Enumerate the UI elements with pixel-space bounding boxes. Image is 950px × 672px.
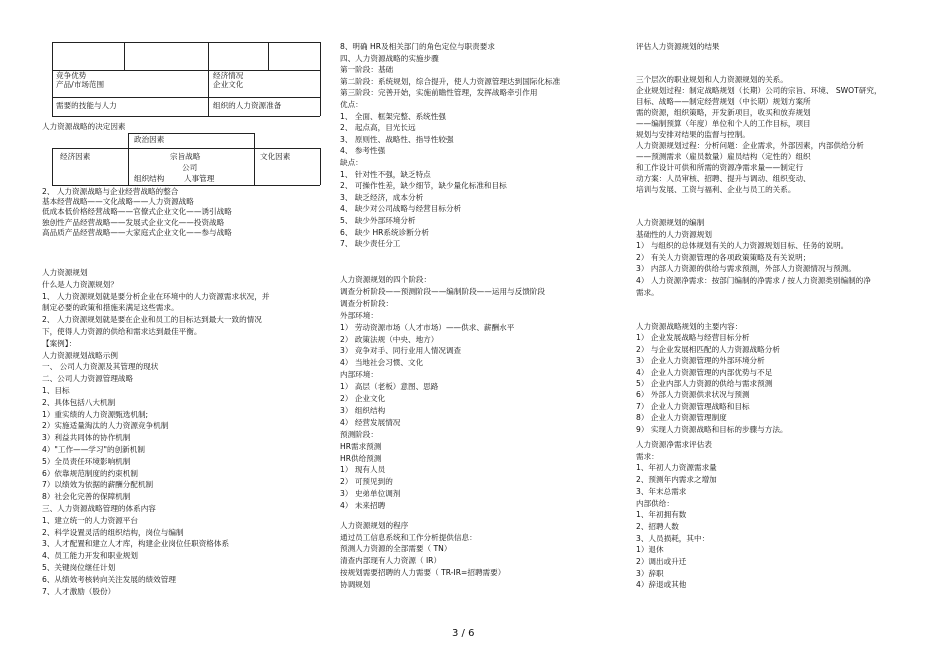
text-line: 6） 外部人力资源供求状况与预测 [636, 390, 750, 400]
text-line: ——预测需求（雇员数量）雇员结构（定性的）组织 [636, 152, 811, 161]
text-line: 人力资源规划的编制 [636, 218, 705, 227]
table-cell: 政治因素 [134, 135, 165, 144]
text-line: 4）辞退或其他 [636, 580, 687, 590]
text-line: ——编制预算（年度）单位和个人的工作目标，项目 [636, 119, 811, 128]
text-line: 2、预测年内需求之增加 [636, 475, 717, 485]
text-line: 4、 参考性强 [340, 146, 386, 156]
text-line: 1、年初人力资源需求量 [636, 463, 717, 473]
table-cell: 竞争优势 [56, 71, 87, 80]
text-line: 3） 史弟单位调剂 [340, 489, 401, 499]
text-line: 独创性产品经营战略——发展式企业文化——投资战略 [42, 217, 225, 227]
text-line: 1、 全面、框架完整、系统性强 [340, 111, 446, 121]
text-line: 制定必要的政策和措施来满足这些需求。 [42, 303, 179, 313]
text-line: 缺点： [340, 158, 363, 167]
text-line: 1） 企业发展战略与经营目标分析 [636, 333, 750, 343]
table-cell: 企业文化 [213, 80, 244, 89]
text-line: 预测阶段： [340, 429, 378, 439]
text-line: 什么是人力资源规划？ [42, 279, 118, 289]
text-line: 2、招聘人数 [636, 521, 679, 531]
text-line: 5） 企业内部人力资源的供给与需求预测 [636, 379, 773, 388]
text-line: 按规划需要招聘的人力需要（ TR-IR=招聘需要） [340, 567, 506, 577]
text-line: 下，使得人力资源的供给和需求达到最佳平衡。 [42, 327, 202, 336]
text-line: 8）社会化完善的保障机制 [42, 492, 131, 502]
text-line: 5）全员责任环境影响机制 [42, 456, 131, 466]
text-line: 一、 公司人力资源及其管理的现状 [42, 362, 159, 372]
text-line: 2、科学设置灵活的组织结构，岗位与编制 [42, 527, 184, 537]
text-line: 2） 有关人力资源管理的各项政策策略及有关说明； [636, 252, 811, 262]
text-line: 4） 人力资源净需求：按部门编制的净需求 / 按人力资源类别编制的净 [636, 276, 871, 285]
text-line: 企业规划过程：制定战略规划（长期）公司的宗旨、环境、 SWOT研究， [636, 86, 882, 95]
text-line: 基础性的人力资源规划 [636, 229, 712, 239]
text-line: 2） 可预见到的 [340, 477, 393, 487]
section-heading: 人力资源战略的决定因素 [42, 122, 126, 131]
text-line: 1、建立统一的人力资源平台 [42, 515, 138, 525]
table-cell: 经济情况 [213, 71, 244, 80]
text-line: 外部环境： [340, 310, 378, 320]
table-cell: 产品/市场范围 [56, 80, 105, 89]
table-cell: 需要的技能与人力 [56, 101, 117, 110]
text-line: 需求： [636, 451, 659, 461]
table-cell: 宗旨战略 [170, 152, 201, 161]
text-line: 协调规划 [340, 579, 371, 589]
table-cell: 组织结构 [134, 174, 165, 183]
text-line: 第一阶段：基础 [340, 65, 394, 75]
text-line: 预测人力资源的全部需要（ TN） [340, 544, 452, 554]
text-line: 2、 人力资源规划就是要在企业和员工的目标达到最大一致的情况 [42, 315, 262, 325]
text-line: 1） 与组织的总体规划有关的人力资源规划目标、任务的说明。 [636, 241, 849, 251]
text-line: 人力资源规划的程序 [340, 521, 409, 530]
text-line: 培训与发展、工资与福利、企业与员工的关系。 [636, 185, 796, 194]
text-line: HR需求预测 [340, 441, 382, 451]
text-line: 1）退休 [636, 545, 664, 555]
text-line: 1、目标 [42, 386, 70, 395]
text-line: 第三阶段：完善开始，实施前瞻性管理，发挥战略牵引作用 [340, 88, 538, 98]
text-line: 人力资源规划的四个阶段： [340, 275, 432, 284]
text-line: 4） 当地社会习惯、文化 [340, 358, 424, 368]
text-line: 2） 企业文化 [340, 394, 386, 403]
text-line: 9） 实现人力资源战略和目标的步骤与方法。 [636, 424, 788, 434]
text-line: 人力资源规划战略示例 [42, 350, 118, 360]
text-line: 5、关键岗位继任计划 [42, 563, 116, 572]
text-line: 1）重实绩的人力资源甄选机制; [42, 409, 149, 419]
text-line: 调查分析阶段： [340, 298, 394, 308]
text-line: 内部环境： [340, 370, 378, 380]
text-line: HR供给预测 [340, 453, 382, 463]
text-line: 和工作设计可供和所需的资源净需求量——制定行 [636, 163, 804, 172]
text-line: 【案例】： [42, 338, 77, 348]
text-line: 高品质产品经营战略——大家庭式企业文化——参与战略 [42, 227, 232, 237]
text-line: 3、 缺乏经济，成本分析 [340, 192, 424, 202]
text-line: 优点： [340, 100, 363, 109]
text-line: 6、 缺少 HR系统诊断分析 [340, 227, 429, 237]
table-cell: 人事管理 [184, 174, 215, 183]
text-line: 2、 起点高，目光长远 [340, 123, 416, 133]
text-line: 1、年初拥有数 [636, 510, 687, 520]
text-line: 第二阶段：系统规划，综合提升，使人力资源管理达到国际化标准 [340, 76, 561, 86]
text-line: 调查分析阶段——预测阶段——编制阶段——运用与反馈阶段 [340, 286, 546, 296]
text-line: 人力资源战略规划的主要内容： [636, 322, 743, 331]
text-line: 3、 原则性、战略性、指导性较强 [340, 134, 454, 144]
table-cell: 文化因素 [260, 152, 291, 161]
text-line: 通过员工信息系统和工作分析提供信息： [340, 532, 477, 542]
text-line: 人力资源规划 [42, 268, 88, 277]
text-line: 8） 企业人力资源管理制度 [636, 413, 727, 423]
text-line: 4、员工能力开发和职业规划 [42, 551, 138, 561]
text-line: 2）调出或升迁 [636, 557, 687, 566]
table-cell: 组织的人力资源准备 [213, 101, 282, 110]
text-line: 3） 竞争对手、同行业用人情况调查 [340, 346, 462, 356]
text-line: 3） 组织结构 [340, 405, 386, 415]
text-line: 四、人力资源战略的实施步骤 [340, 53, 439, 63]
text-line: 1、 针对性不强，缺乏特点 [340, 169, 431, 179]
text-line: 需求。 [636, 287, 659, 297]
text-line: 7、 缺少责任分工 [340, 239, 401, 249]
text-line: 2、 可操作性差，缺少细节，缺少量化标准和目标 [340, 181, 507, 191]
text-line: 清查内部现有人力资源（ IR） [340, 556, 442, 566]
text-line: 2） 政策法规（中央、地方） [340, 334, 439, 344]
text-line: 2）实施适量淘汰的人力资源竞争机制 [42, 421, 169, 431]
text-line: 1） 现有人员 [340, 465, 386, 475]
text-line: 1、 人力资源规划就是要分析企业在环境中的人力资源需求状况，并 [42, 291, 270, 301]
text-line: 3、人员损耗，其中： [636, 533, 710, 543]
text-line: 3、人才配置和建立人才库，构建企业岗位任职资格体系 [42, 539, 230, 549]
text-line: 6、从绩效考核转向关注发展的绩效管理 [42, 574, 176, 584]
text-line: 4） 企业人力资源管理的内部优势与不足 [636, 367, 773, 377]
text-line: 2、具体包括八大机制 [42, 397, 116, 407]
text-line: 4） 经营发展情况 [340, 417, 401, 427]
text-line: 5、 缺少外部环境分析 [340, 216, 416, 225]
text-line: 三个层次的职业规划和人力资源规划的关系。 [636, 75, 788, 84]
text-line: 4、 缺少对公司战略与经营目标分析 [340, 204, 462, 214]
table-cell: 公司 [182, 163, 198, 172]
text-line: 人力资源规划过程：分析问题：企业需求，外部因素，内部供给分析 [636, 141, 864, 150]
text-line: 7） 企业人力资源管理战略和目标 [636, 401, 750, 411]
text-line: 3） 企业人力资源管理的外部环境分析 [636, 356, 765, 366]
text-line: 3）利益共同体的协作机制 [42, 433, 131, 443]
text-line: 动方案：人员审核、招聘、提升与调动、组织变动、 [636, 174, 811, 183]
text-line: 二、公司人力资源管理战略 [42, 374, 134, 384]
text-line: 目标、战略——制定经营规划（中长期）规划方案所 [636, 97, 811, 106]
text-line: 6）依靠规范制度的约束机制 [42, 468, 138, 478]
text-line: 人力资源净需求评估表 [636, 440, 712, 449]
text-line: 1） 劳动资源市场（人才市场）——供求、薪酬水平 [340, 322, 515, 332]
text-line: 3、年末总需求 [636, 486, 687, 496]
text-line: 内部供给： [636, 498, 674, 508]
table-cell: 经济因素 [60, 152, 91, 161]
text-line: 7）以绩效为依据的薪酬分配机制 [42, 480, 154, 490]
text-line: 低成本低价格经营战略——官僚式企业文化——诱引战略 [42, 207, 232, 217]
text-line: 3）辞职 [636, 568, 664, 578]
text-line: 4）"工作——学习"的创新机制 [42, 445, 145, 454]
text-line: 2、 人力资源战略与企业经营战略的整合 [42, 187, 179, 196]
page-number: 3 / 6 [452, 628, 475, 639]
text-line: 规划与安排对结果的监督与控制。 [636, 130, 750, 139]
text-line: 7、人才激励（股份） [42, 586, 116, 596]
text-line: 1） 高层（老板）意图、思路 [340, 382, 439, 392]
text-line: 三、人力资源战略管理的体系内容 [42, 504, 156, 513]
text-line: 2） 与企业发展相匹配的人力资源战略分析 [636, 344, 780, 354]
text-line: 基本经营战略——文化战略——人力资源战略 [42, 197, 194, 207]
text-line: 需的资源，组织策略，开发新项目，收买和放弃规划 [636, 108, 811, 117]
text-line: 4） 未来招聘 [340, 501, 386, 511]
text-line: 8、明确 HR及相关部门的角色定位与职责要求 [340, 42, 495, 51]
text-line: 3） 内部人力资源的供给与需求预测，外部人力资源情况与预测。 [636, 264, 856, 274]
text-line: 评估人力资源规划的结果 [636, 42, 720, 51]
